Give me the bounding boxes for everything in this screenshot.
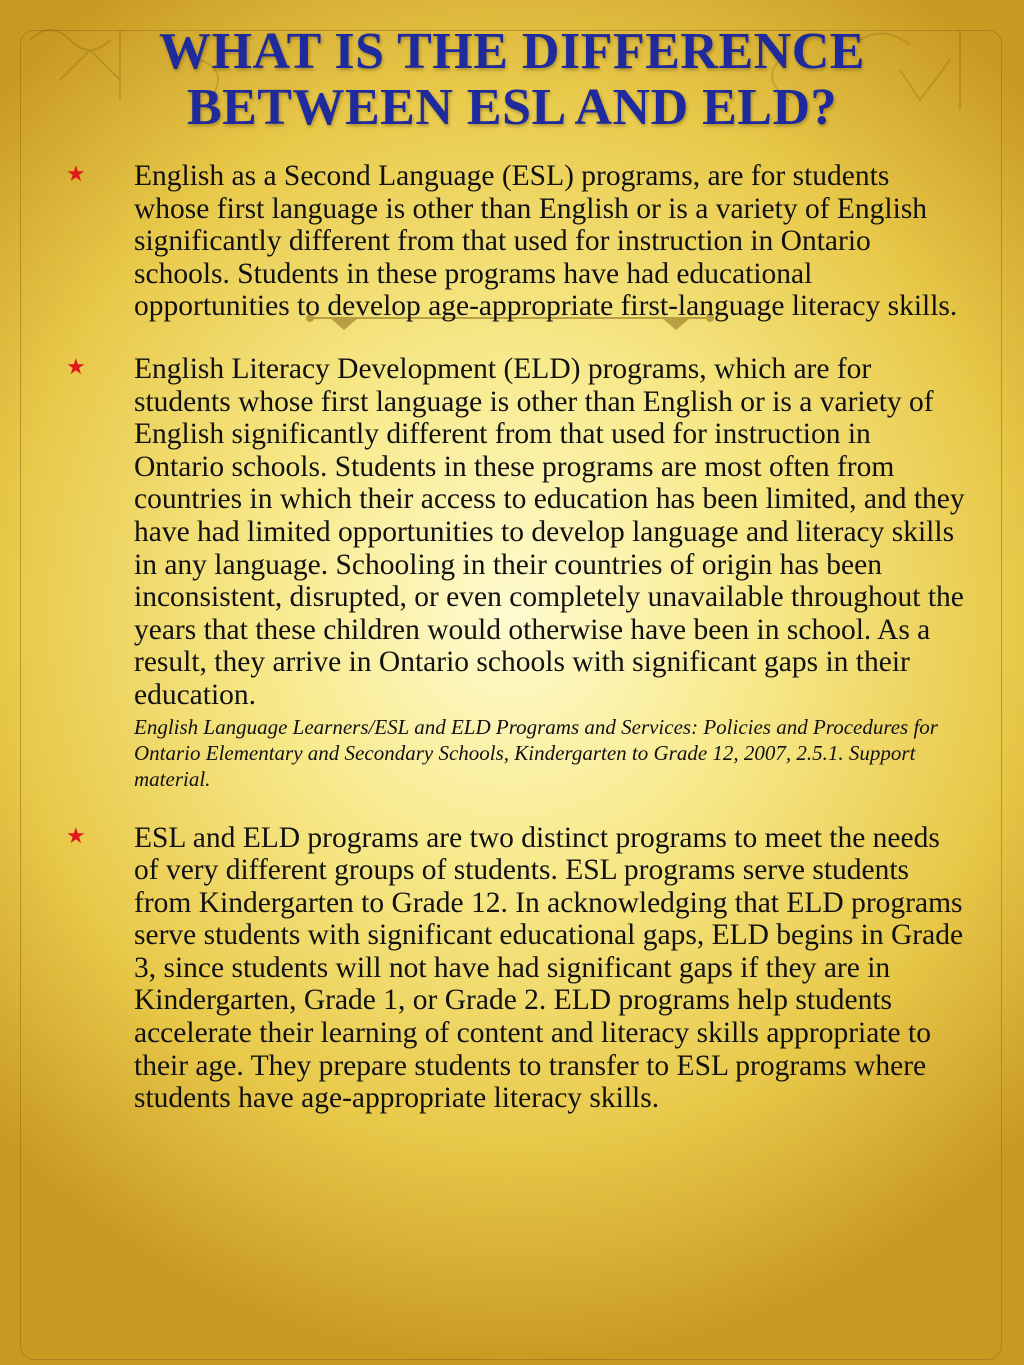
- slide-title: [0, 24, 1024, 136]
- star-icon: ★: [66, 823, 86, 849]
- star-icon: ★: [66, 354, 86, 380]
- star-icon: ★: [66, 162, 86, 187]
- bullet-list: [66, 160, 966, 1145]
- slide-title-line-1: WHAT IS THE DIFFERENCE: [159, 23, 865, 80]
- slide-title-line-2: BETWEEN ESL AND ELD?: [186, 79, 838, 136]
- bullet-item-comparison: [66, 822, 966, 1115]
- citation-text: English Language Learners/ESL and ELD Programs and Services: Policies and Procedures for Ontario Elementary and Secondary Schools, Kindergarten to Grade 12, 2007, 2.5.1. Support material.: [134, 714, 938, 791]
- bullet-text-comparison: ESL and ELD programs are two distinct programs to meet the needs of very different groups of students. ESL programs serve students from Kindergarten to Grade 12. In acknowledging that ELD programs serve students with significant educational gaps, ELD begins in Grade 3, since students will not have had significant gaps if they are in Kindergarten, Grade 1, or Grade 2. ELD programs help students accelerate their learning of content and literacy skills appropriate to their age. They prepare students to transfer to ESL programs where students have age-appropriate literacy skills.: [134, 821, 964, 1115]
- bullet-text-eld: English Literacy Development (ELD) programs, which are for students whose first language is other than English or is a variety of English significantly different from that used for instruction in Ontario schools. Students in these programs are most often from countries in which their access to education has been limited, and they have had limited opportunities to develop language and literacy skills in any language. Schooling in their countries of origin has been inconsistent, disrupted, or even completely unavailable throughout the years that these children would otherwise have been in school. As a result, they arrive in Ontario schools with significant gaps in their education.: [134, 352, 965, 711]
- bullet-item-eld: [66, 353, 966, 792]
- bullet-text-esl: English as a Second Language (ESL) programs, are for students whose first language is other than English or is a variety of English significantly different from that used for instruction in Ontario schools. Students in these programs have had educational opportunities to develop age-appropriate first-language literacy skills.: [134, 160, 958, 323]
- bullet-item-esl: [66, 160, 966, 323]
